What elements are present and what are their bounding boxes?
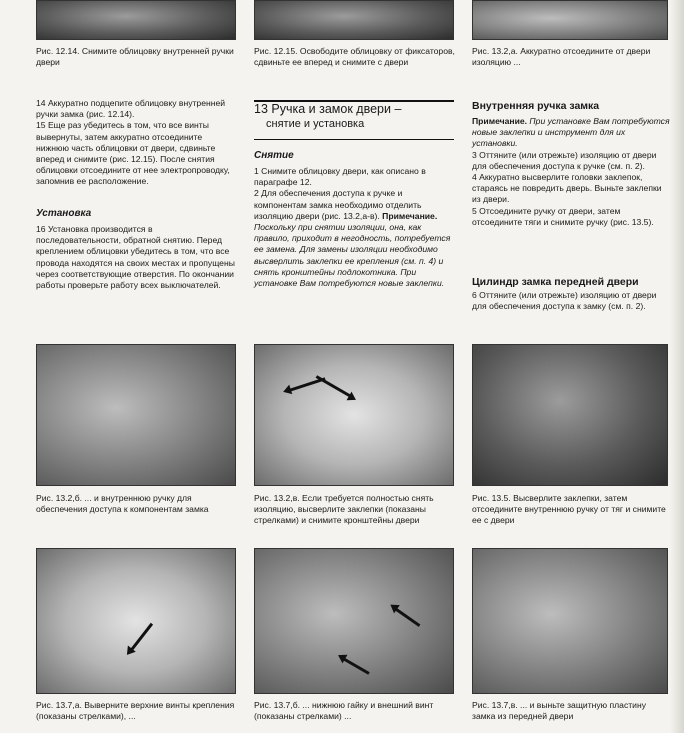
para-3: 3 Оттяните (или отрежьте) изоляцию от двери для обеспечения доступа к ручке (см. п. 2).	[472, 149, 657, 171]
lock-cylinder-heading: Цилиндр замка передней двери	[472, 276, 639, 288]
col2-text	[254, 166, 454, 289]
section-title-line1: Ручка и замок двери –	[271, 102, 402, 116]
col3-note-label: Примечание.	[472, 116, 528, 126]
caption-fig-13-2a: Рис. 13.2,а. Аккуратно отсоедините от двери изоляцию ...	[472, 46, 651, 67]
para-4: 4 Аккуратно высверлите головки заклепок, стараясь не повредить дверь. Выньте заклепки из двери.	[472, 172, 662, 205]
caption-fig-12-14: Рис. 12.14. Снимите облицовку внутренней ручки двери	[36, 46, 234, 67]
col3-note-text: При установке Вам потребуются новые заклепки и инструмент для их установки.	[472, 116, 670, 149]
para-2-note: Поскольку при снятии изоляции, она, как правило, приходит в негодность, потребуется ее замена. Для замены изоляции необходимо высверлить заклепки ее крепления (см. п. 4) и снять кронштейны подлокотника. При установке Вам потребуются новые заклепки.	[254, 222, 451, 289]
para-2-text: 2 Для обеспечения доступа к ручке и компонентам замка необходимо отделить изоляцию двери (рис. 13.2,а-в).	[254, 188, 422, 221]
photo-fig-13-5	[472, 344, 668, 486]
col1-text	[36, 98, 236, 188]
caption-fig-13-5: Рис. 13.5. Высверлите заклепки, затем отсоедините внутреннюю ручку от тяг и снимите ее с двери	[472, 493, 666, 525]
para-14: 14 Аккуратно подцепите облицовку внутренней ручки замка (рис. 12.14).	[36, 98, 226, 120]
arrow-nut	[394, 607, 420, 627]
install-heading: Установка	[36, 208, 92, 219]
para-2-note-label: Примечание.	[382, 210, 438, 221]
photo-fig-13-2v	[254, 344, 454, 486]
photo-fig-13-7a	[36, 548, 236, 694]
caption-fig-13-2b: Рис. 13.2,б. ... и внутреннюю ручку для обеспечения доступа к компонентам замка	[36, 493, 209, 514]
arrow-screw-1	[130, 623, 153, 652]
photo-fig-13-7v	[472, 548, 668, 694]
arrow-outer-screw	[342, 657, 369, 675]
removal-heading: Снятие	[254, 150, 294, 161]
photo-fig-13-2b	[36, 344, 236, 486]
photo-fig-13-7b	[254, 548, 454, 694]
caption-fig-12-15: Рис. 12.15. Освободите облицовку от фиксаторов, сдвиньте ее вперед и снимите с двери	[254, 46, 455, 67]
inner-handle-heading: Внутренняя ручка замка	[472, 100, 600, 112]
caption-fig-13-7v: Рис. 13.7,в. ... и выньте защитную пластину замка из передней двери	[472, 700, 647, 721]
caption-fig-13-7a: Рис. 13.7,а. Выверните верхние винты крепления (показаны стрелками), ...	[36, 700, 235, 721]
para-6: 6 Оттяните (или отрежьте) изоляцию от двери для обеспечения доступа к замку (см. п. 2).	[472, 290, 657, 312]
para-15: 15 Еще раз убедитесь в том, что все винты вывернуты, затем аккуратно отсоедините нижнюю часть облицовки от двери, сдвиньте вперед и снимите (рис. 12.15). После снятия облицовки отсоедините от нее электропроводку, запомнив ее расположение.	[36, 120, 230, 187]
page-edge-shadow	[670, 0, 684, 733]
para-16: 16 Установка производится в последовательности, обратной снятию. Перед креплением облицовки убедитесь в том, что все провода находятся на своих местах и пропущены через соответствующие отверстия. По окончании работы проверьте работу всех выключателей.	[36, 224, 235, 291]
para-1: 1 Снимите облицовку двери, как описано в параграфе 12.	[254, 166, 426, 188]
para-2	[254, 188, 454, 289]
col3-text-a	[472, 116, 672, 228]
arrow-rivet-2	[316, 375, 352, 398]
photo-fig-12-15	[254, 0, 454, 40]
caption-fig-13-2v: Рис. 13.2,в. Если требуется полностью снять изоляцию, высверлите заклепки (показаны стрелками) и снимите кронштейны двери	[254, 493, 434, 525]
photo-fig-12-14	[36, 0, 236, 40]
col3-note	[472, 116, 672, 150]
section-title-line2: снятие и установка	[266, 118, 365, 130]
photo-fig-13-2a	[472, 0, 668, 40]
caption-fig-13-7b: Рис. 13.7,б. ... нижнюю гайку и внешний винт (показаны стрелками) ...	[254, 700, 434, 721]
para-5: 5 Отсоедините ручку от двери, затем отсоедините тяги и снимите ручку (рис. 13.5).	[472, 205, 654, 227]
section-number: 13	[254, 102, 268, 116]
section-13-header	[254, 100, 454, 140]
